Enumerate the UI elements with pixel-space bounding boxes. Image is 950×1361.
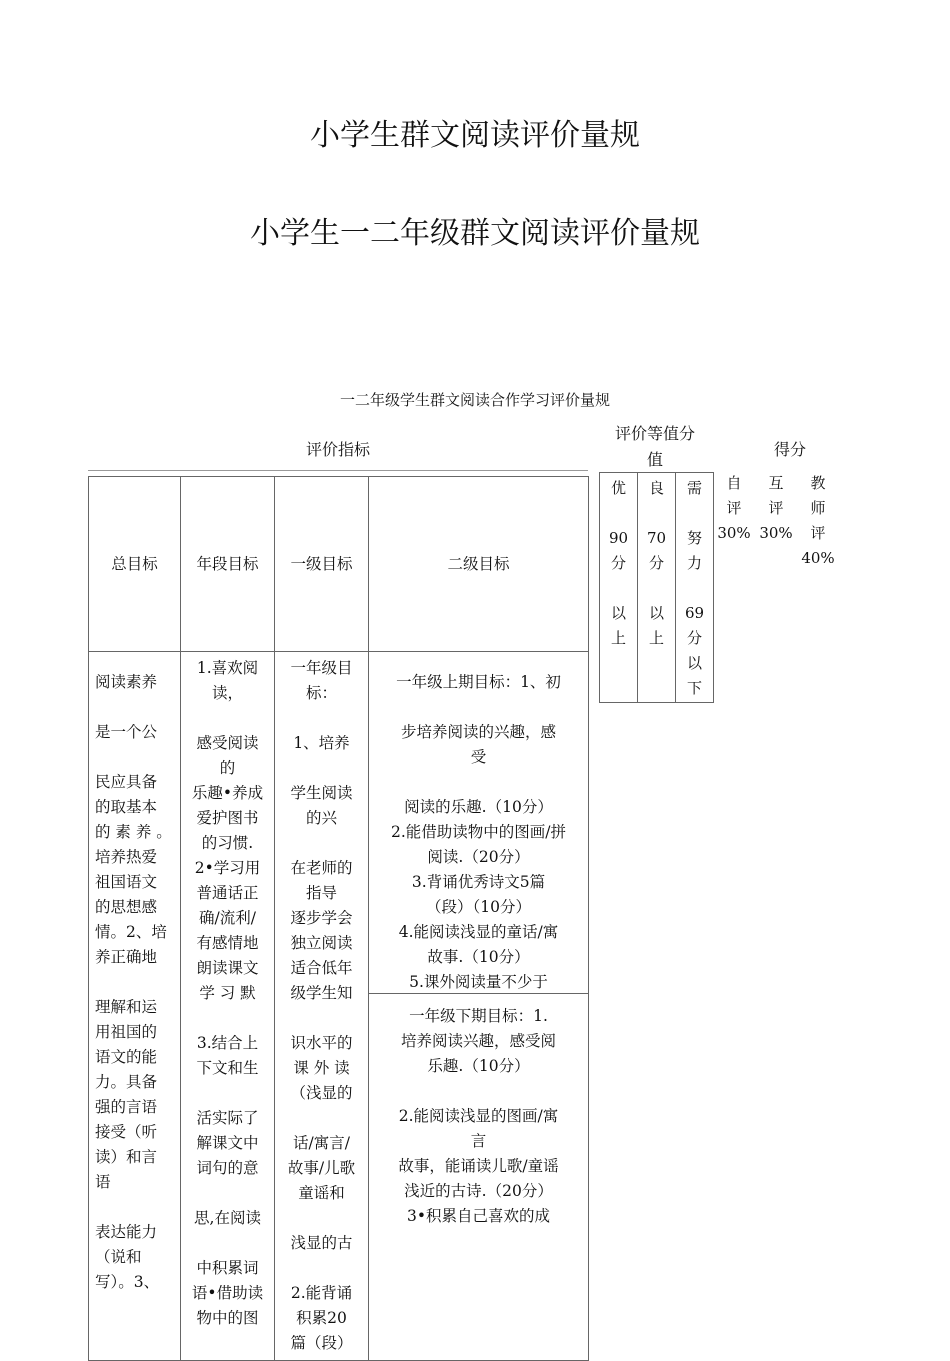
self-score: 自 评 30% <box>717 474 751 542</box>
stage-goal-text: 1.喜欢阅 读， 感受阅读 的 乐趣•养成 爱护图书 的习惯. 2•学习用 普通话正 确/流利/ 有感情地 朗读课文 学 习 默 3.结合上 下文和生 活实际了 解课文中 词句的意 思,在阅读 中积累词 语•借助读 物中的图 <box>191 659 264 1327</box>
level1-goal-text: 一年级目 标： 1、培养 学生阅读 的兴 在老师的 指导 逐步学会 独立阅读 适合低年 级学生知 识水平的 课 外 读 （浅显的 话/寓言/ 故事/儿歌 童谣和 浅显的古 2.能背诵 积累20 篇（段） <box>287 659 356 1352</box>
teacher-score: 教 师 评 40% <box>801 474 835 567</box>
overall-goal-cell <box>89 652 181 1361</box>
table-row <box>89 652 589 1361</box>
grade-needs-effort: 需 努 力 69 分 以 下 <box>676 473 714 703</box>
document-title: 小学生群文阅读评价量规 <box>310 118 640 153</box>
level2-goal-cell <box>369 652 589 1361</box>
evaluation-table <box>88 476 589 1361</box>
indicator-header: 评价指标 <box>305 440 370 459</box>
col-header-level1-goal: 一级目标 <box>275 477 369 652</box>
level1-goal-cell <box>275 652 369 1361</box>
table-top-rule <box>88 470 588 471</box>
col-header-overall-goal: 总目标 <box>89 477 181 652</box>
peer-score: 互 评 30% <box>759 474 793 542</box>
level2-goal-upper: 一年级上期目标：1、初 步培养阅读的兴趣，感 受 阅读的乐趣.（10分） 2.能借助读物中的图画/拼 阅读.（20分） 3.背诵优秀诗文5篇 （段）（10分） 4.能阅读浅显的童话/寓 故事.（10分） 5.课外阅读量不少于 <box>369 652 588 994</box>
grade-excellent: 优 90 分 以 上 <box>600 473 638 703</box>
table-title: 一二年级学生群文阅读合作学习评价量规 <box>339 391 610 409</box>
stage-goal-cell <box>181 652 275 1361</box>
score-header: 得分 <box>773 440 806 459</box>
grade-value-header: 评价等值分 值 <box>614 424 695 469</box>
table-header-row <box>89 477 589 652</box>
grade-table <box>599 472 714 703</box>
col-header-level2-goal: 二级目标 <box>369 477 589 652</box>
document-subtitle: 小学生一二年级群文阅读评价量规 <box>250 216 700 251</box>
col-header-stage-goal: 年段目标 <box>181 477 275 652</box>
overall-goal-text: 阅读素养 是一个公 民应具备 的取基本 的 素 养 。 培养热爱 祖国语文 的思想感 情。2、培 养正确地 理解和运 用祖国的 语文的能 力。具备 强的言语 接受（听 读）和言 语 表达能力 （说和 写）。3、 <box>95 673 172 1291</box>
level2-goal-lower: 一年级下期目标：1. 培养阅读兴趣，感受阅 乐趣.（10分） 2.能阅读浅显的图画/寓 言 故事，能诵读儿歌/童谣 浅近的古诗.（20分） 3•积累自己喜欢的成 <box>398 1007 559 1225</box>
grade-good: 良 70 分 以 上 <box>638 473 676 703</box>
